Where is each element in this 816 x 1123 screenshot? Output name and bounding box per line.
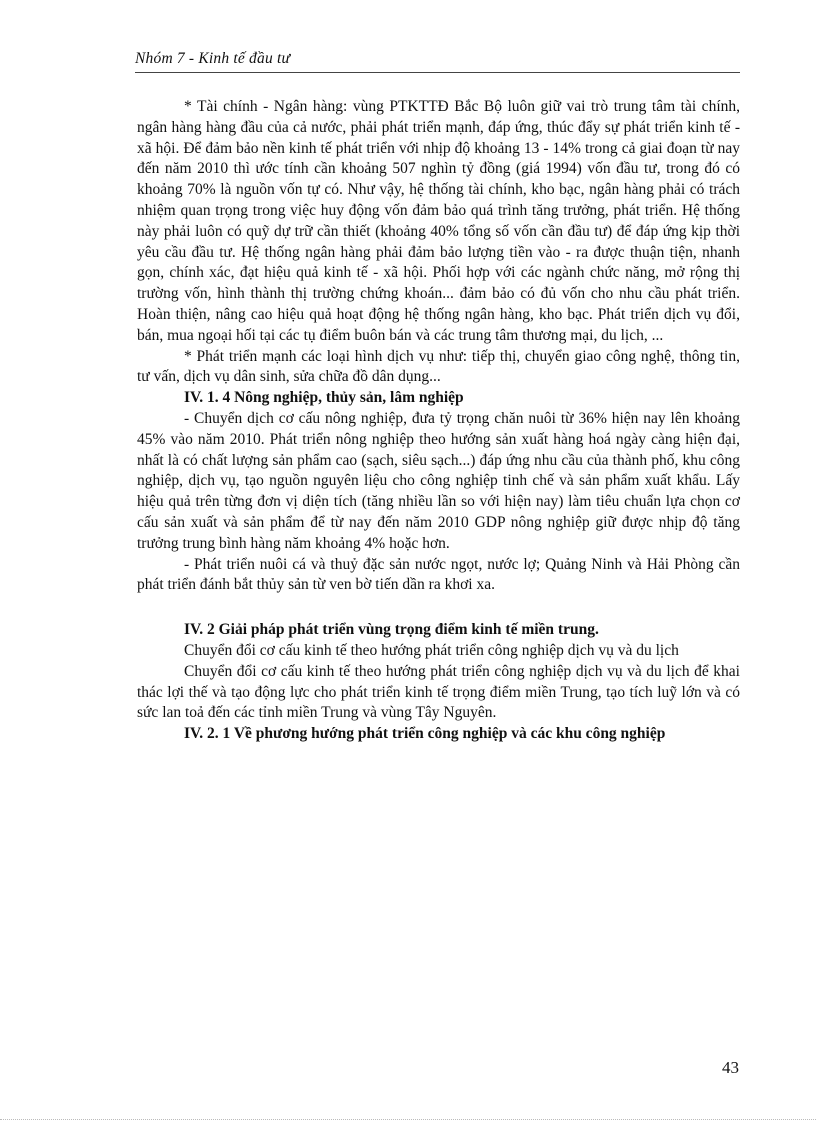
page-number: 43 xyxy=(722,1058,739,1077)
section-heading-industry: IV. 2. 1 Về phương hướng phát triển công nghiệp và các khu công nghiệp xyxy=(184,725,666,743)
header-title: Nhóm 7 - Kinh tế đầu tư xyxy=(135,50,291,67)
section-heading-central-region: IV. 2 Giải pháp phát triển vùng trọng điểm kinh tế miền trung. xyxy=(184,621,599,639)
paragraph-finance-banking: * Tài chính - Ngân hàng: vùng PTKTTĐ Bắc Bộ luôn giữ vai trò trung tâm tài chính, ngân hàng hàng đầu của cả nước, phải phát triển mạnh, đáp ứng, thúc đẩy sự phát triển kinh tế - xã hội. Để đảm bảo nền kinh tế phát triển với nhịp độ khoảng 13 - 14% trong cả giai đoạn từ nay đến năm 2010 thì ước tính cần khoảng 507 nghìn tỷ đồng (giá 1994) vốn đầu tư, trong đó có khoảng 70% là nguồn vốn tự có. Như vậy, hệ thống tài chính, kho bạc, ngân hàng phải có trách nhiệm quan trọng trong việc huy động vốn đảm bảo quá trình tăng trưởng, phát triển. Hệ thống này phải luôn có quỹ dự trữ cần thiết (khoảng 40% tổng số vốn cần đầu tư) để đáp ứng kịp thời yêu cầu đầu tư. Hệ thống ngân hàng phải đảm bảo lượng tiền vào - ra được thuận tiện, nhanh gọn, chính xác, đạt hiệu quả kinh tế - xã hội. Phối hợp với các ngành chức năng, mở rộng thị trường vốn, hình thành thị trường chứng khoán... đảm bảo có đủ vốn cho nhu cầu phát triển. Hoàn thiện, nâng cao hiệu quả hoạt động hệ thống ngân hàng, kho bạc. Phát triển dịch vụ đổi, bán, mua ngoại hối tại các tụ điểm buôn bán và các trung tâm thương mại, du lịch, ... xyxy=(137,98,740,344)
paragraph-agriculture-restructuring: - Chuyển dịch cơ cấu nông nghiệp, đưa tỷ trọng chăn nuôi từ 36% hiện nay lên khoảng 45% vào năm 2010. Phát triển nông nghiệp theo hướng sản xuất hàng hoá ngày càng hiện đại, nhất là có chất lượng sản phẩm cao (sạch, siêu sạch...) đáp ứng nhu cầu của thành phố, khu công nghiệp, dịch vụ, tạo nguồn nguyên liệu cho công nghiệp tinh chế và sản phẩm xuất khẩu. Lấy hiệu quả trên từng đơn vị diện tích (tăng nhiều lần so với hiện nay) làm tiêu chuẩn lựa chọn cơ cấu sản xuất và sản phẩm để từ nay đến năm 2010 GDP nông nghiệp giữ được nhịp độ tăng trưởng trung bình hàng năm khoảng 4% hoặc hơn. xyxy=(137,409,740,552)
paragraph-fishery: - Phát triển nuôi cá và thuỷ đặc sản nước ngọt, nước lợ; Quảng Ninh và Hải Phòng cần phát triển đánh bắt thủy sản từ ven bờ tiến dần ra khơi xa. xyxy=(137,555,740,594)
section-heading-agriculture: IV. 1. 4 Nông nghiệp, thủy sản, lâm nghiệp xyxy=(184,389,464,407)
page-header xyxy=(135,50,740,73)
document-body xyxy=(137,97,740,745)
paragraph-structure-shift-short: Chuyển đổi cơ cấu kinh tế theo hướng phát triển công nghiệp dịch vụ và du lịch xyxy=(184,641,679,659)
paragraph-services: * Phát triển mạnh các loại hình dịch vụ như: tiếp thị, chuyển giao công nghệ, thông tin, tư vấn, dịch vụ dân sinh, sửa chữa đồ dân dụng... xyxy=(137,347,740,386)
paragraph-structure-shift-long: Chuyển đổi cơ cấu kinh tế theo hướng phát triển công nghiệp dịch vụ và du lịch để khai thác lợi thế và tạo động lực cho phát triển kinh tế trọng điểm miền Trung, tạo tích luỹ lớn và có sức lan toả đến các tỉnh miền Trung và vùng Tây Nguyên. xyxy=(137,662,740,722)
page-bottom-divider xyxy=(0,1119,816,1120)
